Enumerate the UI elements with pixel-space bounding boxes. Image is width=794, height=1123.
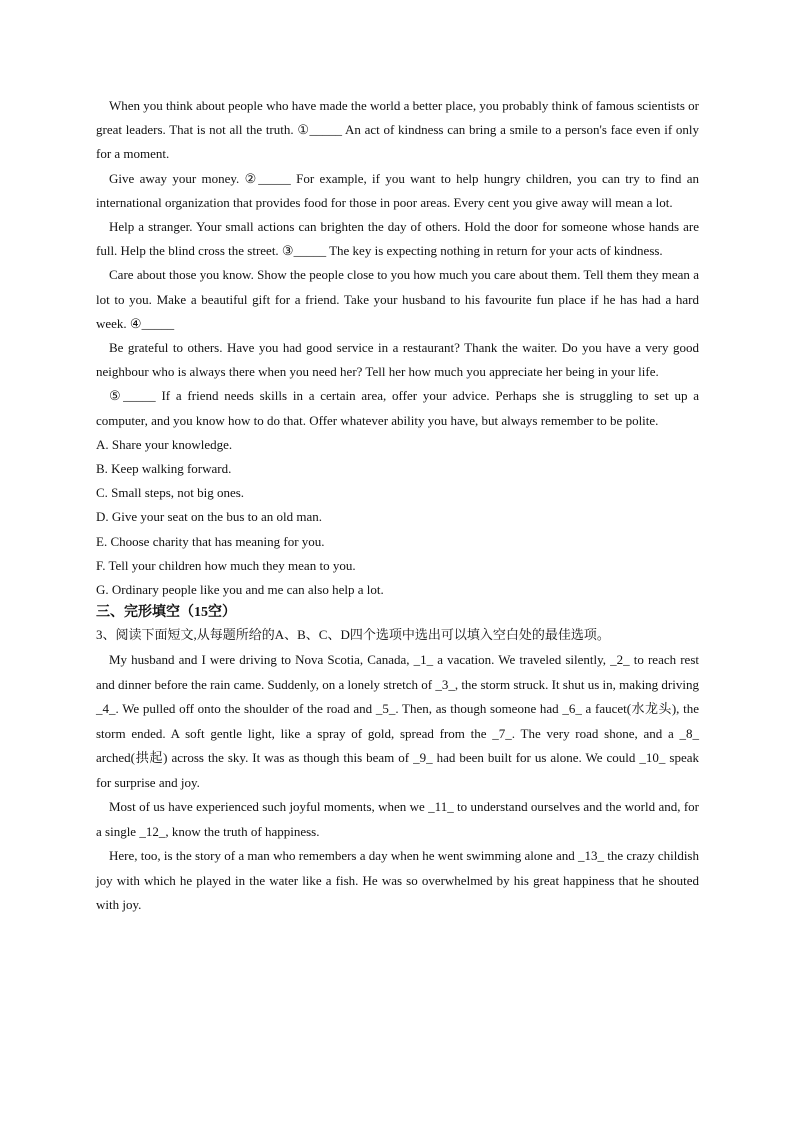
option-a: A. Share your knowledge. [96,436,233,452]
reading-paragraph: Be grateful to others. Have you had good service in a restaurant? Thank the waiter. Do you have a very good neighbour who is always there when you need her? Tell her how much you appreciate her being in your life. [96,340,699,380]
question-instruction: 3、阅读下面短文,从每题所给的A、B、C、D四个选项中选出可以填入空白处的最佳选项。 [96,627,610,643]
section-heading: 三、完形填空（15空） [96,605,236,621]
reading-paragraph: Give away your money. ②_____ For example, if you want to help hungry children, you can try to find an international organization that provides food for those in poor areas. Every cent you give away will mean a lot. [96,170,699,210]
option-f: F. Tell your children how much they mean to you. [96,557,356,573]
reading-paragraph: Help a stranger. Your small actions can brighten the day of others. Hold the door for someone whose hands are full. Help the blind cross the street. ③_____ The key is expecting nothing in return for your acts of kindness. [96,219,699,259]
option-d: D. Give your seat on the bus to an old man. [96,509,323,525]
option-e: E. Choose charity that has meaning for you. [96,533,325,549]
reading-paragraph: Care about those you know. Show the people close to you how much you care about them. Tell them they mean a lot to you. Make a beautiful gift for a friend. Take your husband to his favourite fun place if he has had a hard week. ④_____ [96,267,699,331]
reading-section [96,94,699,602]
option-c: C. Small steps, not big ones. [96,485,245,501]
reading-paragraph: ⑤_____ If a friend needs skills in a certain area, offer your advice. Perhaps she is struggling to set up a computer, and you know how to do that. Offer whatever ability you have, but always remember to be polite. [96,388,699,428]
option-g: G. Ordinary people like you and me can also help a lot. [96,582,384,598]
cloze-section [96,602,699,918]
cloze-paragraph: Here, too, is the story of a man who remembers a day when he went swimming alone and _13_ the crazy childish joy with which he played in the water like a fish. He was so overwhelmed by his great happiness that he shouted with joy. [96,848,699,913]
answer-options [96,433,699,602]
reading-paragraph: When you think about people who have made the world a better place, you probably think of famous scientists or great leaders. That is not all the truth. ①_____ An act of kindness can bring a smile to a person's face even if only for a moment. [96,98,699,162]
cloze-paragraph: Most of us have experienced such joyful moments, when we _11_ to understand ourselves and the world and, for a single _12_, know the truth of happiness. [96,799,699,839]
cloze-paragraph: My husband and I were driving to Nova Scotia, Canada, _1_ a vacation. We traveled silently, _2_ to reach rest and dinner before the rain came. Suddenly, on a lonely stretch of _3_, the storm struck. It shut us in, making driving _4_. We pulled off onto the shoulder of the road and _5_. Then, as though someone had _6_ a faucet(水龙头), the storm ended. A soft gentle light, like a spray of gold, spread from the _7_. The very road shone, and a _8_ arched(拱起) across the sky. It was as though this beam of _9_ had been built for us alone. We could _10_ speak for surprise and joy. [96,652,699,790]
option-b: B. Keep walking forward. [96,461,232,477]
